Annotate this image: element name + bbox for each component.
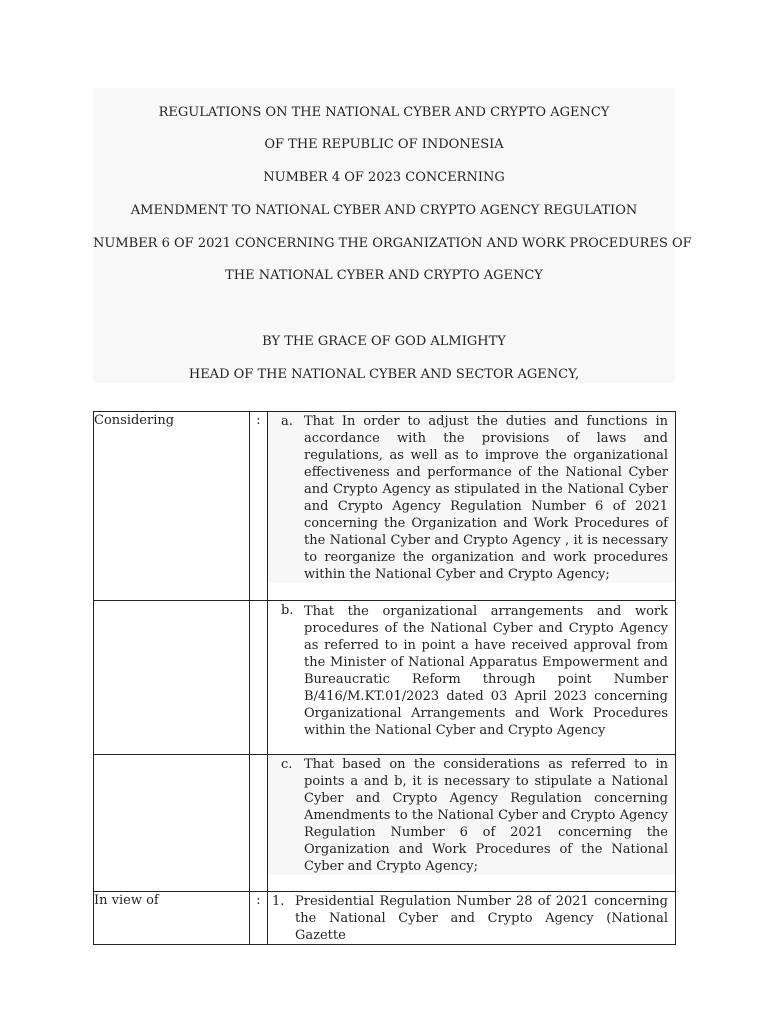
- title-line-4: AMENDMENT TO NATIONAL CYBER AND CRYPTO AGENCY REGULATION: [130, 203, 638, 218]
- in-view-item-1: [268, 892, 675, 944]
- considering-item-a: [268, 412, 675, 583]
- item-text: That the organizational arrangements and work procedures of the National Cyber and Crypto Agency as referred to in point a have received approval from the Minister of National Apparatus Empowerment and Bureaucratic Reform through point Number B/416/M.KT.01/2023 dated 03 April 2023 concerning Organizational Arrangements and Work Procedures within the National Cyber and Crypto Agency: [304, 604, 668, 738]
- empty-colon-cell: [250, 755, 268, 892]
- title-line-1: REGULATIONS ON THE NATIONAL CYBER AND CRYPTO AGENCY: [158, 105, 610, 120]
- regulation-table: [93, 411, 676, 945]
- title-line-2: OF THE REPUBLIC OF INDONESIA: [264, 137, 504, 152]
- empty-label-cell: [94, 601, 250, 755]
- item-marker: 1.: [272, 894, 285, 909]
- document-header: [93, 88, 692, 383]
- title-line-3: NUMBER 4 OF 2023 CONCERNING: [263, 170, 505, 185]
- title-line-6: THE NATIONAL CYBER AND CRYPTO AGENCY: [225, 268, 543, 283]
- empty-label-cell: [94, 755, 250, 892]
- title-line-5: NUMBER 6 OF 2021 CONCERNING THE ORGANIZATION AND WORK PROCEDURES OF: [93, 236, 692, 251]
- item-text: Presidential Regulation Number 28 of 2021 concerning the National Cyber and Crypto Agency (National Gazette: [295, 894, 668, 943]
- item-text: That based on the considerations as referred to in points a and b, it is necessary to stipulate a National Cyber and Crypto Agency Regulation concerning Amendments to the National Cyber and Crypto Agency Regulation Number 6 of 2021 concerning the Organization and Work Procedures of the National Cyber and Crypto Agency;: [304, 757, 668, 874]
- considering-cell: [268, 601, 676, 755]
- table-row: [94, 412, 676, 601]
- head-line: HEAD OF THE NATIONAL CYBER AND SECTOR AGENCY,: [188, 367, 580, 382]
- considering-item-c: [268, 755, 675, 875]
- grace-line: BY THE GRACE OF GOD ALMIGHTY: [262, 334, 506, 349]
- colon: :: [250, 412, 268, 601]
- in-view-label: In view of: [94, 892, 250, 945]
- in-view-cell: [268, 892, 676, 945]
- colon: :: [250, 892, 268, 945]
- table-row: [94, 755, 676, 892]
- considering-label: Considering: [94, 412, 250, 601]
- considering-cell: [268, 412, 676, 601]
- table-row: [94, 601, 676, 755]
- item-marker: b.: [281, 603, 294, 618]
- considering-item-b: [268, 601, 675, 739]
- empty-colon-cell: [250, 601, 268, 755]
- item-text: That In order to adjust the duties and functions in accordance with the provisions of laws and regulations, as well as to improve the organizational effectiveness and performance of the National Cyber and Crypto Agency as stipulated in the National Cyber and Crypto Agency Regulation Number 6 of 2021 concerning the Organization and Work Procedures of the National Cyber and Crypto Agency , it is necessary to reorganize the organization and work procedures within the National Cyber and Crypto Agency;: [304, 414, 668, 582]
- item-marker: c.: [281, 757, 293, 772]
- table-row: [94, 892, 676, 945]
- item-marker: a.: [281, 414, 293, 429]
- considering-cell: [268, 755, 676, 892]
